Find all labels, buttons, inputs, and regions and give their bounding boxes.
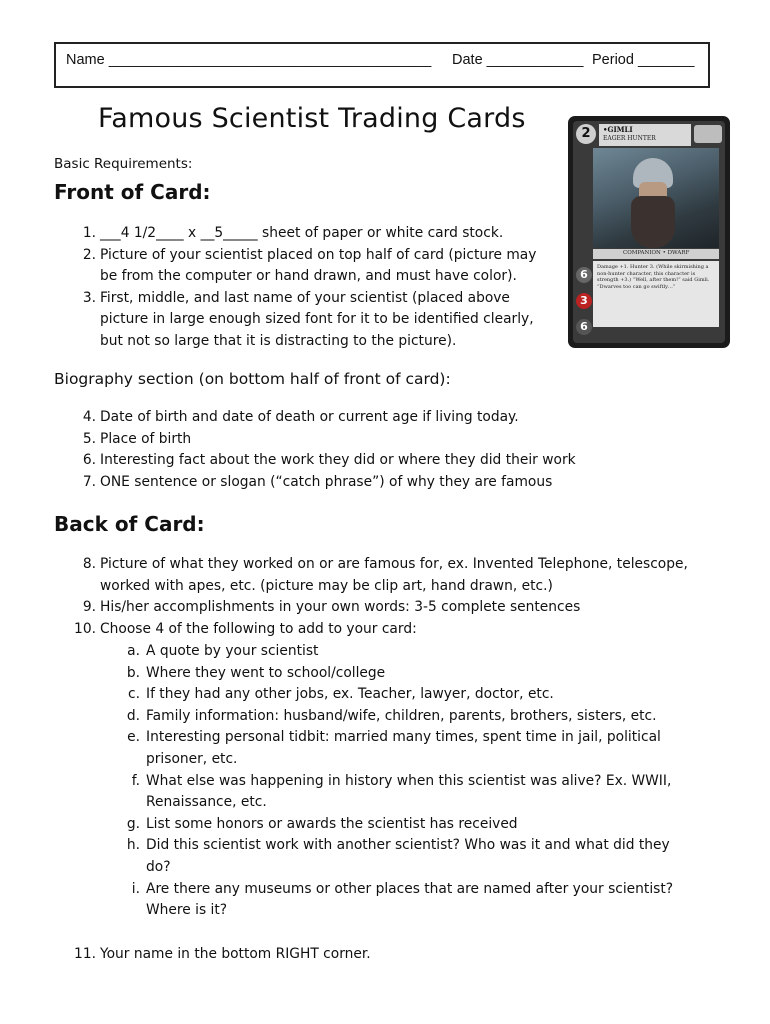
period-field-label: Period _______ (592, 52, 695, 68)
final-list (74, 944, 371, 966)
card-title-bar (599, 124, 691, 146)
list-item: 7. ONE sentence or slogan (“catch phrase”) of why they are famous (82, 473, 553, 490)
page-title: Famous Scientist Trading Cards (98, 103, 526, 134)
list-item-cont: be from the computer or hand drawn, and must have color). (100, 268, 517, 285)
card-stat-strength: 6 (576, 267, 592, 283)
card-subtitle: EAGER HUNTER (603, 135, 656, 142)
list-item: e. Interesting personal tidbit: married many times, spent time in jail, political (127, 729, 661, 746)
list-item: d. Family information: husband/wife, children, parents, brothers, sisters, etc. (126, 707, 657, 724)
beard-shape (631, 196, 675, 248)
card-type-text: COMPANION • DWARF (623, 250, 690, 256)
front-heading: Front of Card: (54, 180, 211, 204)
card-text-box (593, 261, 719, 327)
list-item-cont: do? (146, 858, 171, 875)
card-type-line (593, 249, 719, 259)
list-item: 3. First, middle, and last name of your scientist (placed above (82, 289, 510, 306)
back-list (74, 554, 688, 640)
card-stat-vitality: 3 (576, 293, 592, 309)
list-item: c. If they had any other jobs, ex. Teacher, lawyer, doctor, etc. (128, 686, 554, 703)
card-stat-site: 6 (576, 319, 592, 335)
list-item: i. Are there any museums or other places that are named after your scientist? (131, 880, 674, 897)
list-item: 10. Choose 4 of the following to add to your card: (74, 620, 417, 637)
date-field-label: Date ____________ (452, 52, 584, 68)
list-item: 2. Picture of your scientist placed on top half of card (picture may (82, 246, 537, 263)
basic-requirements-label: Basic Requirements: (54, 156, 193, 172)
list-item-cont: but not so large that it is distracting to the picture). (100, 332, 457, 349)
back-heading: Back of Card: (54, 512, 205, 536)
list-item: 11. Your name in the bottom RIGHT corner. (74, 946, 371, 962)
list-item-cont: worked with apes, etc. (picture may be clip art, hand drawn, etc.) (100, 577, 553, 594)
list-item: 5. Place of birth (82, 430, 192, 447)
front-list (82, 223, 537, 353)
card-artwork (593, 148, 719, 248)
list-item: g. List some honors or awards the scientist has received (126, 815, 518, 832)
list-item-cont: Renaissance, etc. (146, 794, 267, 811)
list-item: f. What else was happening in history when this scientist was alive? Ex. WWII, (131, 772, 672, 789)
list-item: b. Where they went to school/college (126, 664, 386, 681)
list-item: h. Did this scientist work with another scientist? Who was it and what did they (126, 837, 670, 854)
trading-card-image (568, 116, 730, 348)
header-box (54, 42, 710, 88)
list-item: 6. Interesting fact about the work they did or where they did their work (82, 452, 576, 469)
options-list (126, 641, 674, 922)
list-item-cont: Where is it? (146, 902, 228, 919)
list-item: 9. His/her accomplishments in your own words: 3-5 complete sentences (82, 599, 581, 616)
list-item: 1. ___4 1/2____ x __5_____ sheet of paper or white card stock. (82, 225, 504, 241)
card-rules-text: Damage +1. Hunter 3. (While skirmishing a non-hunter character, this character is strength +3.) “Well, after them!” said Gimli. “Dwarves too can go swiftly…” (597, 264, 710, 290)
list-item: a. A quote by your scientist (127, 643, 319, 659)
biography-heading: Biography section (on bottom half of front of card): (54, 370, 451, 388)
list-item-cont: prisoner, etc. (146, 750, 238, 767)
card-cost: 2 (576, 124, 596, 144)
list-item: 8. Picture of what they worked on or are famous for, ex. Invented Telephone, telescope, (82, 556, 688, 572)
list-item-cont: picture in large enough sized font for it to be identified clearly, (100, 311, 534, 328)
card-name: •GIMLI (603, 125, 633, 134)
card-emblem-icon (694, 125, 722, 143)
biography-list (82, 407, 576, 493)
list-item: 4. Date of birth and date of death or current age if living today. (82, 409, 519, 425)
name-field-label: Name ________________________________________ (66, 52, 432, 68)
